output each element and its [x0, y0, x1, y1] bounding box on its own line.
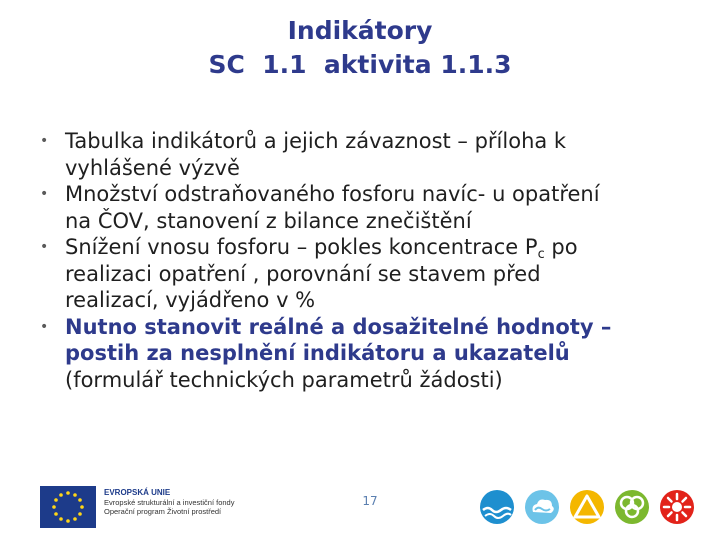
sun-icon [658, 488, 696, 526]
bullet-text-line: vyhlášené výzvě [65, 155, 240, 180]
cloud-icon [523, 488, 561, 526]
bullet-item [40, 181, 680, 234]
bullet-list [40, 128, 680, 393]
triangle-icon [568, 488, 606, 526]
eu-flag-icon [40, 486, 96, 528]
title-line-2: SC 1.1 aktivita 1.1.3 [208, 50, 512, 79]
eu-programme: Operační program Životní prostředí [104, 507, 222, 516]
water-drop-icon [478, 488, 516, 526]
eu-name: EVROPSKÁ UNIE [104, 488, 171, 497]
bullet-text-part: po [544, 235, 578, 259]
bullet-text-line: (formulář technických parametrů žádosti) [65, 367, 503, 392]
bullet-text-line: na ČOV, stanovení z bilance znečištění [65, 208, 472, 233]
bullet-dot-icon: • [40, 133, 49, 149]
bullet-dot-icon: • [40, 186, 49, 202]
bullet-item [40, 314, 680, 394]
bullet-text-line [65, 234, 680, 261]
eu-logo [40, 486, 290, 528]
tree-icon [613, 488, 651, 526]
bullet-dot-icon: • [40, 318, 49, 335]
page-number: 17 [362, 494, 378, 508]
programme-icons [478, 488, 700, 528]
bullet-text-line-emphasis: Nutno stanovit reálné a dosažitelné hodnoty – [65, 314, 612, 339]
bullet-text-line: Tabulka indikátorů a jejich závaznost – příloha k [65, 129, 567, 153]
bullet-dot-icon: • [40, 239, 49, 255]
eu-funds: Evropské strukturální a investiční fondy [104, 497, 235, 507]
bullet-text-line-emphasis: postih za nesplnění indikátoru a ukazatelů [65, 341, 570, 365]
bullet-text-line: realizací, vyjádřeno v % [65, 288, 316, 312]
slide-title [0, 14, 720, 82]
bullet-text-line: realizaci opatření , porovnání se stavem před [65, 261, 541, 286]
title-line-1: Indikátory [287, 16, 433, 45]
bullet-item [40, 234, 680, 314]
eu-program-text [104, 488, 234, 517]
bullet-text-line: Množství odstraňovaného fosforu navíc- u opatření [65, 182, 600, 206]
subscript-text: c [537, 247, 545, 262]
bullet-text-part: Snížení vnosu fosforu – pokles koncentrace P [65, 235, 538, 259]
bullet-item [40, 128, 680, 181]
